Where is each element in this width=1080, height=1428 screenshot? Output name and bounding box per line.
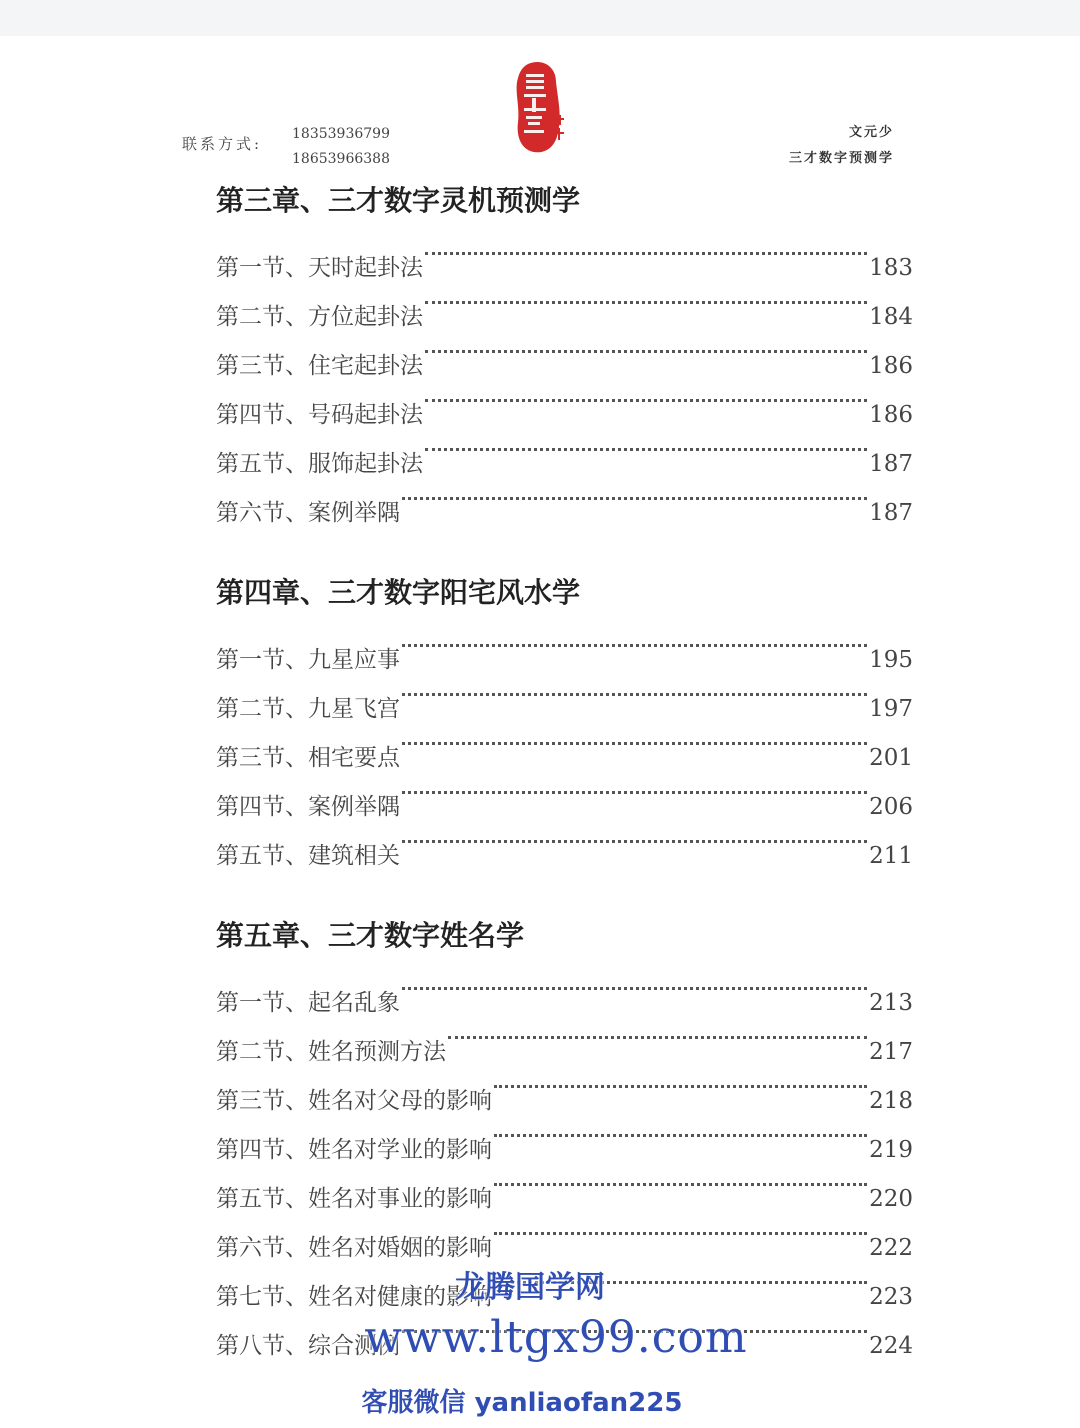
toc-entry-title: 第三节、姓名对父母的影响	[216, 1088, 492, 1114]
toc-entry-page: 186	[869, 353, 913, 379]
chapter-section	[216, 568, 913, 869]
phone-number: 18353936799	[292, 126, 390, 142]
dot-leader	[494, 1059, 867, 1108]
dot-leader	[448, 1010, 867, 1059]
toc-entry-title: 第三节、相宅要点	[216, 745, 400, 771]
toc-entry-page: 211	[869, 843, 913, 869]
toc-entry-page: 187	[869, 500, 913, 526]
dot-leader	[402, 667, 867, 716]
phone-number: 18653966388	[292, 151, 390, 167]
toc-entry-page: 222	[869, 1235, 913, 1261]
contact-label: 联系方式:	[182, 135, 263, 153]
toc-entry-title: 第四节、案例举隅	[216, 794, 400, 820]
toc-entry-title: 第六节、案例举隅	[216, 500, 400, 526]
toc-entry-title: 第一节、九星应事	[216, 647, 400, 673]
toc-entry-title: 第三节、住宅起卦法	[216, 353, 423, 379]
toc-entry-title: 第五节、建筑相关	[216, 843, 400, 869]
toc-entry-page: 217	[869, 1039, 913, 1065]
toc-entry-page: 224	[869, 1333, 913, 1359]
toc-entry-page: 187	[869, 451, 913, 477]
toc-entry-title: 第二节、方位起卦法	[216, 304, 423, 330]
toc-entry-page: 184	[869, 304, 913, 330]
seal-logo	[512, 60, 566, 156]
toc-entry	[216, 226, 913, 281]
toc-entry-page: 213	[869, 990, 913, 1016]
dot-leader	[494, 1206, 867, 1255]
phone-numbers	[292, 122, 390, 172]
author-name: 文元少	[848, 125, 894, 140]
toc-entry-page: 223	[869, 1284, 913, 1310]
toc-entry-title: 第二节、九星飞宫	[216, 696, 400, 722]
toc-entry-title: 第一节、天时起卦法	[216, 255, 423, 281]
dot-leader	[402, 765, 867, 814]
watermark-site-name: 龙腾国学网	[455, 1270, 605, 1305]
toc-entry-title: 第四节、姓名对学业的影响	[216, 1137, 492, 1163]
dot-leader	[425, 275, 867, 324]
page-header	[0, 36, 1080, 176]
toc-entry-page: 195	[869, 647, 913, 673]
toc-entry-title: 第八节、综合测例	[216, 1333, 400, 1359]
toc-entry-title: 第二节、姓名预测方法	[216, 1039, 446, 1065]
chapter-title: 第五章、三才数字姓名学	[216, 919, 525, 952]
watermark-url: www.ltgx99.com	[364, 1312, 748, 1363]
table-of-contents	[216, 176, 913, 1359]
dot-leader	[494, 1157, 867, 1206]
toc-entry	[216, 618, 913, 673]
toc-entry-page: 218	[869, 1088, 913, 1114]
toc-entry-page: 197	[869, 696, 913, 722]
toc-entry-page: 201	[869, 745, 913, 771]
header-book-info	[789, 120, 894, 172]
top-band	[0, 0, 1080, 36]
toc-entry-title: 第五节、姓名对事业的影响	[216, 1186, 492, 1212]
toc-entry-title: 第七节、姓名对健康的影响	[216, 1284, 492, 1310]
toc-entry-page: 206	[869, 794, 913, 820]
dot-leader	[494, 1108, 867, 1157]
book-title: 三才数字预测学	[788, 151, 894, 166]
toc-entry-title: 第四节、号码起卦法	[216, 402, 423, 428]
dot-leader	[402, 814, 867, 863]
dot-leader	[402, 471, 867, 520]
toc-entry-title: 第五节、服饰起卦法	[216, 451, 423, 477]
chapter-title: 第四章、三才数字阳宅风水学	[216, 576, 581, 609]
chapter-title: 第三章、三才数字灵机预测学	[216, 184, 581, 217]
chapter-section	[216, 176, 913, 526]
toc-entry	[216, 961, 913, 1016]
dot-leader	[425, 324, 867, 373]
dot-leader	[425, 226, 867, 275]
toc-entry-page: 183	[869, 255, 913, 281]
seal-logo-icon	[512, 60, 566, 156]
toc-entry-title: 第一节、起名乱象	[216, 990, 400, 1016]
dot-leader	[402, 618, 867, 667]
toc-entry-page: 186	[869, 402, 913, 428]
watermark-contact: 客服微信 yanliaofan225	[361, 1388, 683, 1418]
dot-leader	[425, 373, 867, 422]
dot-leader	[402, 961, 867, 1010]
dot-leader	[402, 716, 867, 765]
toc-entry-page: 220	[869, 1186, 913, 1212]
toc-entry-title: 第六节、姓名对婚姻的影响	[216, 1235, 492, 1261]
toc-entry-page: 219	[869, 1137, 913, 1163]
dot-leader	[425, 422, 867, 471]
